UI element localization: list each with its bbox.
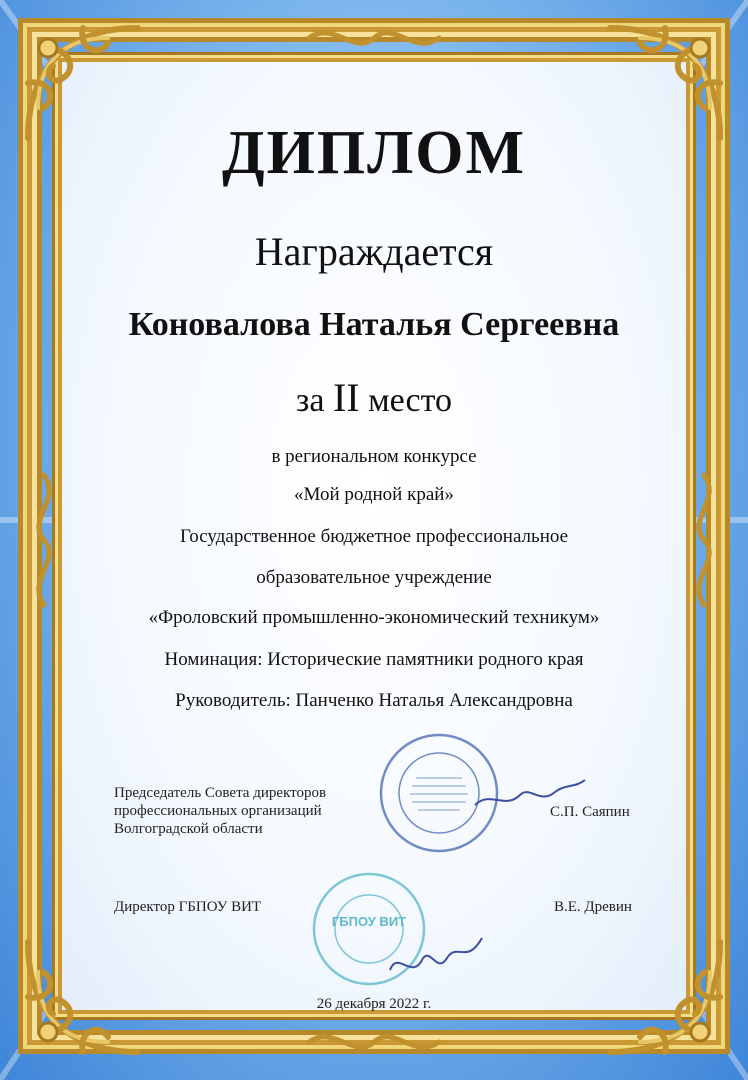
stamp2-label: ГБПОУ ВИТ [331, 914, 407, 929]
director-signature [382, 930, 492, 990]
chair-name: С.П. Саяпин [550, 804, 630, 820]
place-suffix: место [368, 382, 453, 419]
place-prefix: за [295, 382, 325, 419]
director-title: Директор ГБПОУ ВИТ [114, 899, 262, 915]
awarded-label: Награждается [254, 229, 494, 274]
nomination: Номинация: Исторические памятники родного края [164, 649, 584, 670]
place-number: II [332, 375, 360, 420]
institution-line-1: Государственное бюджетное профессиональное [179, 526, 569, 547]
contest-line: в региональном конкурсе [271, 446, 477, 467]
recipient-name: Коновалова Наталья Сергеевна [128, 306, 620, 343]
diploma-title: ДИПЛОМ [221, 119, 527, 187]
supervisor: Руководитель: Панченко Наталья Александровна [175, 690, 573, 711]
issue-date: 26 декабря 2022 г. [316, 996, 432, 1012]
institution-line-2: образовательное учреждение [256, 567, 492, 588]
institution-name: «Фроловский промышленно-экономический техникум» [148, 607, 600, 628]
director-name: В.Е. Древин [554, 899, 632, 915]
contest-name: «Мой родной край» [294, 484, 454, 505]
chair-title: Председатель Совета директоров профессиональных организаций Волгоградской области [114, 785, 327, 837]
place-line [0, 374, 748, 421]
